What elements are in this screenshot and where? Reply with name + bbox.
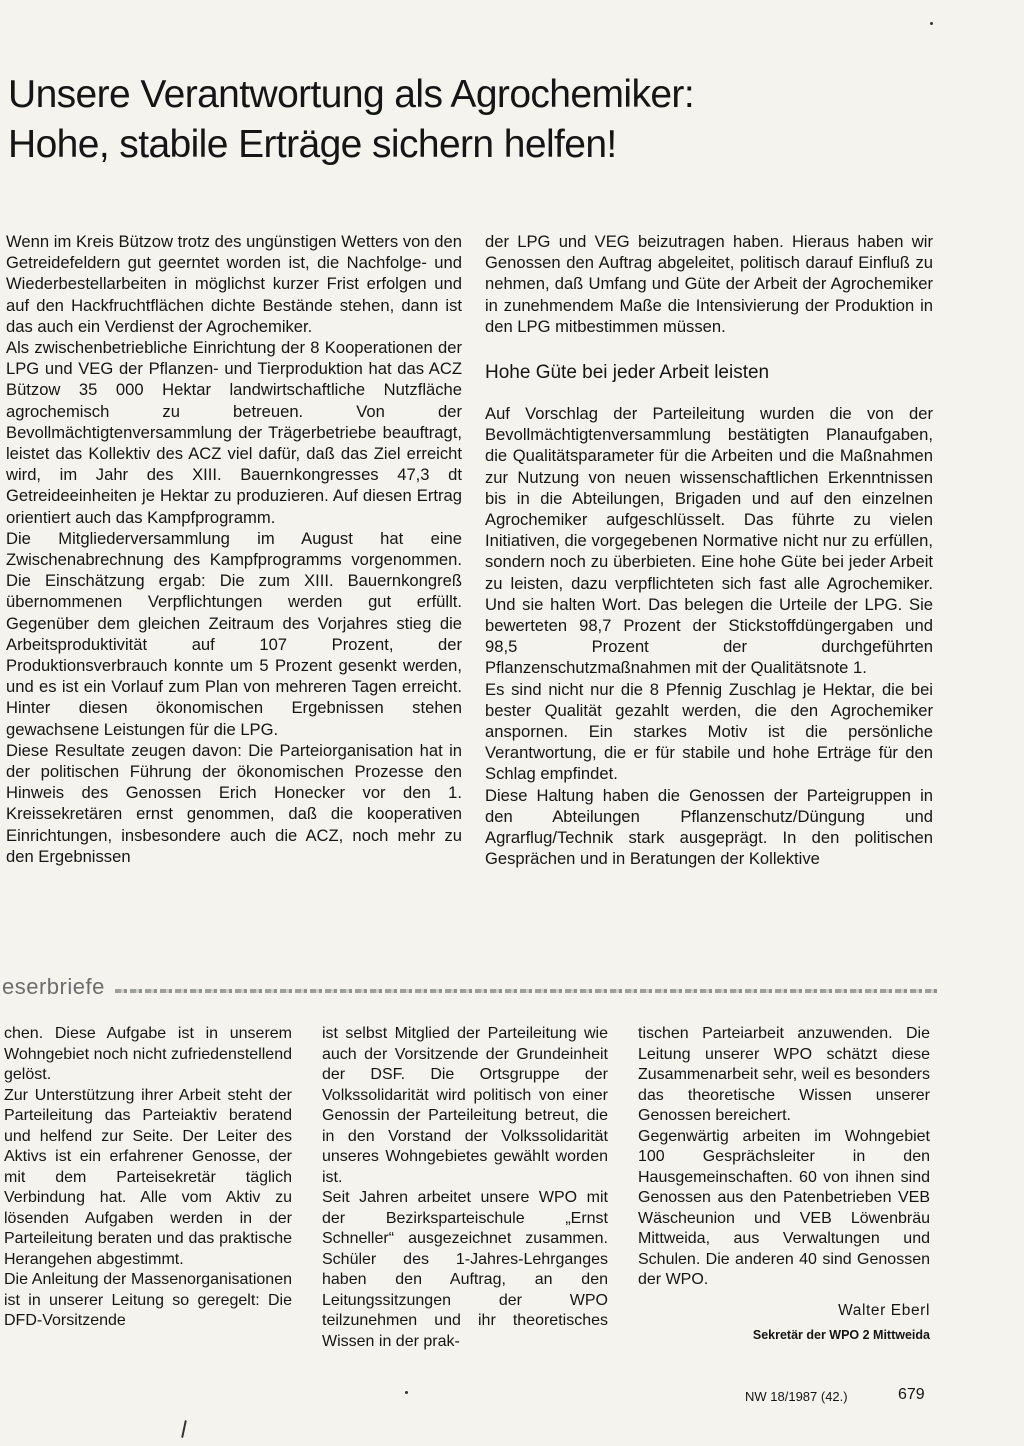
paragraph: Diese Resultate zeugen davon: Die Parteiorganisation hat in der politischen Führung der ökonomischen Prozesse den Hinweis des Genossen Erich Honecker vor den 1. Kreissekretären ernst genommen, daß die kooperativen Einrichtungen, insbesondere auch die ACZ, noch mehr zu den Ergebnissen: [6, 740, 462, 866]
paragraph: Die Mitgliederversammlung im August hat eine Zwischenabrechnung des Kampfprogramms vorgenommen. Die Einschätzung ergab: Die zum XIII. Bauernkongreß übernommenen Verpflichtungen werden gut erfüllt. Gegenüber dem gleichen Zeitraum des Vorjahres stieg die Arbeitsproduktivität auf 107 Prozent, der Produktionsverbrauch konnte um 5 Prozent gesenkt werden, und es ist ein Vorlauf zum Plan von mehreren Tagen erreicht. Hinter diesen ökonomischen Ergebnissen stehen gewachsene Leistungen für die LPG.: [6, 528, 462, 739]
paragraph: tischen Parteiarbeit anzuwenden. Die Leitung unserer WPO schätzt diese Zusammenarbeit sehr, weil es besonders das theoretische Wissen unserer Genossen bereichert.: [638, 1025, 930, 1124]
paragraph: Diese Haltung haben die Genossen der Parteigruppen in den Abteilungen Pflanzenschutz/Düngung und Agrarflug/Technik stark ausgeprägt. In den politischen Gesprächen und in Beratungen der Kollektive: [485, 785, 933, 869]
article-column-left: [6, 231, 462, 867]
scan-speck: [181, 1420, 187, 1438]
issue-reference: NW 18/1987 (42.): [745, 1389, 848, 1404]
paragraph: Seit Jahren arbeitet unsere WPO mit der Bezirksparteischule „Ernst Schneller“ ausgezeichnet zusammen. Schüler des 1-Jahres-Lehrganges haben den Auftrag, an den Leitungssitzungen der WPO teilzunehmen und ihr theoretisches Wissen in der prak-: [322, 1189, 608, 1350]
author-role: Sekretär der WPO 2 Mittweida: [752, 1328, 930, 1342]
paragraph: Gegenwärtig arbeiten im Wohngebiet 100 Gesprächsleiter in den Hausgemeinschaften. 60 von ihnen sind Genossen aus den Patenbetrieben VEB Wäscheunion und VEB Löwenbräu Mittweida, aus Verwaltungen und Schulen. Die anderen 40 sind Genossen der WPO.: [638, 1127, 930, 1288]
scan-speck: [405, 1391, 408, 1394]
scan-speck: [930, 22, 933, 25]
letters-column-1: [4, 1024, 292, 1332]
author-name: Walter Eberl: [838, 1301, 930, 1319]
section-subheading: Hohe Güte bei jeder Arbeit leisten: [485, 362, 770, 384]
paragraph: Auf Vorschlag der Parteileitung wurden die von der Bevollmächtigtenversammlung bestätigten Planaufgaben, die Qualitätsparameter für die Arbeiten und die Maßnahmen zur Nutzung von neuen wissenschaftlichen Erkenntnissen bis in die Abteilungen, Brigaden und auf den einzelnen Agrochemiker aufgeschlüsselt. Das führte zu vielen Initiativen, die vorgegebenen Normative nicht nur zu erfüllen, sondern noch zu überbieten. Eine hohe Güte bei jeder Arbeit zu leisten, dazu verpflichteten sich fast alle Agrochemiker. Und sie halten Wort. Das belegen die Urteile der LPG. Sie bewerteten 98,7 Prozent der Stickstoffdüngergaben und 98,5 Prozent der durchgeführten Pflanzenschutzmaßnahmen mit der Qualitätsnote 1.: [485, 404, 933, 678]
paragraph: Wenn im Kreis Bützow trotz des ungünstigen Wetters von den Getreidefeldern gut geerntet worden ist, die Nachfolge- und Wiederbestellarbeiten in möglichst kurzer Frist erfolgen und auf den Hackfruchtflächen dichte Bestände stehen, dann ist das auch ein Verdienst der Agrochemiker.: [6, 232, 462, 336]
paragraph: der LPG und VEG beizutragen haben. Hieraus haben wir Genossen den Auftrag abgeleitet, politisch darauf Einfluß zu nehmen, daß Umfang und Güte der Arbeit der Agrochemiker in zunehmendem Maße die Intensivierung der Produktion in den LPG mitbestimmen müssen.: [485, 232, 933, 336]
paragraph: Als zwischenbetriebliche Einrichtung der 8 Kooperationen der LPG und VEG der Pflanzen- und Tierproduktion hat das ACZ Bützow 35 000 Hektar landwirtschaftliche Nutzfläche agrochemisch zu betreuen. Von der Bevollmächtigtenversammlung der Trägerbetriebe beauftragt, leistet das Kollektiv des ACZ viel dafür, daß das Ziel erreicht wird, im Jahr des XIII. Bauernkongresses 47,3 dt Getreideeinheiten je Hektar zu produzieren. Auf diesen Ertrag orientiert auch das Kampfprogramm.: [6, 338, 462, 527]
paragraph: ist selbst Mitglied der Parteileitung wie auch der Vorsitzende der Grundeinheit der DSF. Die Ortsgruppe der Volkssolidarität wird politisch von einer Genossin der Parteileitung betreut, die in den Vorstand der Volkssolidarität unseres Wohngebietes gewählt worden ist.: [322, 1025, 608, 1186]
letters-column-3: [638, 1024, 930, 1346]
headline-line-2: Hohe, stabile Erträge sichern helfen!: [8, 123, 617, 166]
paragraph: Die Anleitung der Massenorganisationen ist in unserer Leitung so geregelt: Die DFD-Vorsitzende: [4, 1271, 292, 1329]
article-headline: [8, 70, 1008, 170]
paragraph: chen. Diese Aufgabe ist in unserem Wohngebiet noch nicht zufriedenstellend gelöst.: [4, 1025, 292, 1083]
section-header: [2, 972, 937, 1002]
paragraph: Zur Unterstützung ihrer Arbeit steht der Parteileitung das Parteiaktiv beratend und helfend zur Seite. Der Leiter des Aktivs ist ein erfahrener Genosse, der mit dem Parteisekretär täglich Verbindung hat. Alle vom Aktiv zu lösenden Aufgaben werden in der Parteileitung beraten und das praktische Herangehen abgestimmt.: [4, 1086, 292, 1268]
page-number: 679: [898, 1386, 925, 1403]
paragraph: Es sind nicht nur die 8 Pfennig Zuschlag je Hektar, die bei bester Qualität gezahlt werden, die den Agrochemiker anspornen. Ein starkes Motiv ist die persönliche Verantwortung, die er für stabile und hohe Erträge für den Schlag empfindet.: [485, 679, 933, 784]
section-label: eserbriefe: [2, 974, 105, 999]
letters-column-2: [322, 1024, 608, 1352]
section-divider: [115, 989, 937, 993]
headline-line-1: Unsere Verantwortung als Agrochemiker:: [8, 73, 695, 116]
article-column-right: [485, 231, 933, 869]
